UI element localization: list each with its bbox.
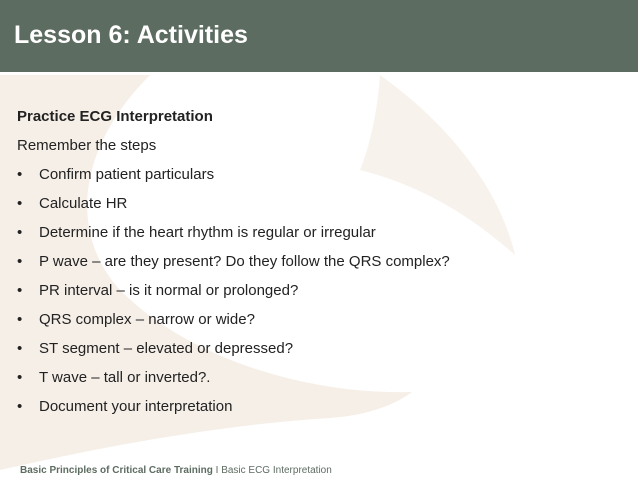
- steps-list: [17, 165, 627, 417]
- bullet-icon: •: [17, 282, 23, 299]
- intro-text: Remember the steps: [17, 137, 157, 154]
- step-item-st-segment: [17, 339, 627, 359]
- bullet-icon: •: [17, 166, 23, 183]
- step-text: Document your interpretation: [39, 398, 233, 415]
- step-text: Calculate HR: [39, 195, 128, 212]
- bullet-icon: •: [17, 369, 23, 386]
- bullet-icon: •: [17, 340, 23, 357]
- slide-footer: [20, 464, 332, 478]
- step-item-qrs-complex: [17, 310, 627, 330]
- bullet-icon: •: [17, 224, 23, 241]
- step-text: T wave – tall or inverted?.: [39, 369, 211, 386]
- step-item-calculate-hr: [17, 194, 627, 214]
- step-item-confirm-particulars: [17, 165, 627, 185]
- step-text: QRS complex – narrow or wide?: [39, 311, 255, 328]
- step-item-t-wave: [17, 368, 627, 388]
- section-heading: Practice ECG Interpretation: [17, 108, 213, 125]
- step-item-document: [17, 397, 627, 417]
- step-text: Determine if the heart rhythm is regular or irregular: [39, 224, 376, 241]
- footer-separator: I: [215, 465, 219, 476]
- step-text: PR interval – is it normal or prolonged?: [39, 282, 299, 299]
- bullet-icon: •: [17, 398, 23, 415]
- step-text: Confirm patient particulars: [39, 166, 215, 183]
- step-item-rhythm: [17, 223, 627, 243]
- slide-header: [0, 0, 638, 72]
- step-item-p-wave: [17, 252, 627, 272]
- slide-content: [17, 107, 627, 417]
- bullet-icon: •: [17, 195, 23, 212]
- bullet-icon: •: [17, 311, 23, 328]
- footer-course-name: Basic Principles of Critical Care Training: [20, 465, 213, 476]
- footer-module-name: Basic ECG Interpretation: [221, 465, 332, 476]
- step-text: P wave – are they present? Do they follow the QRS complex?: [39, 253, 450, 270]
- slide-title: Lesson 6: Activities: [14, 21, 248, 49]
- step-item-pr-interval: [17, 281, 627, 301]
- step-text: ST segment – elevated or depressed?: [39, 340, 294, 357]
- bullet-icon: •: [17, 253, 23, 270]
